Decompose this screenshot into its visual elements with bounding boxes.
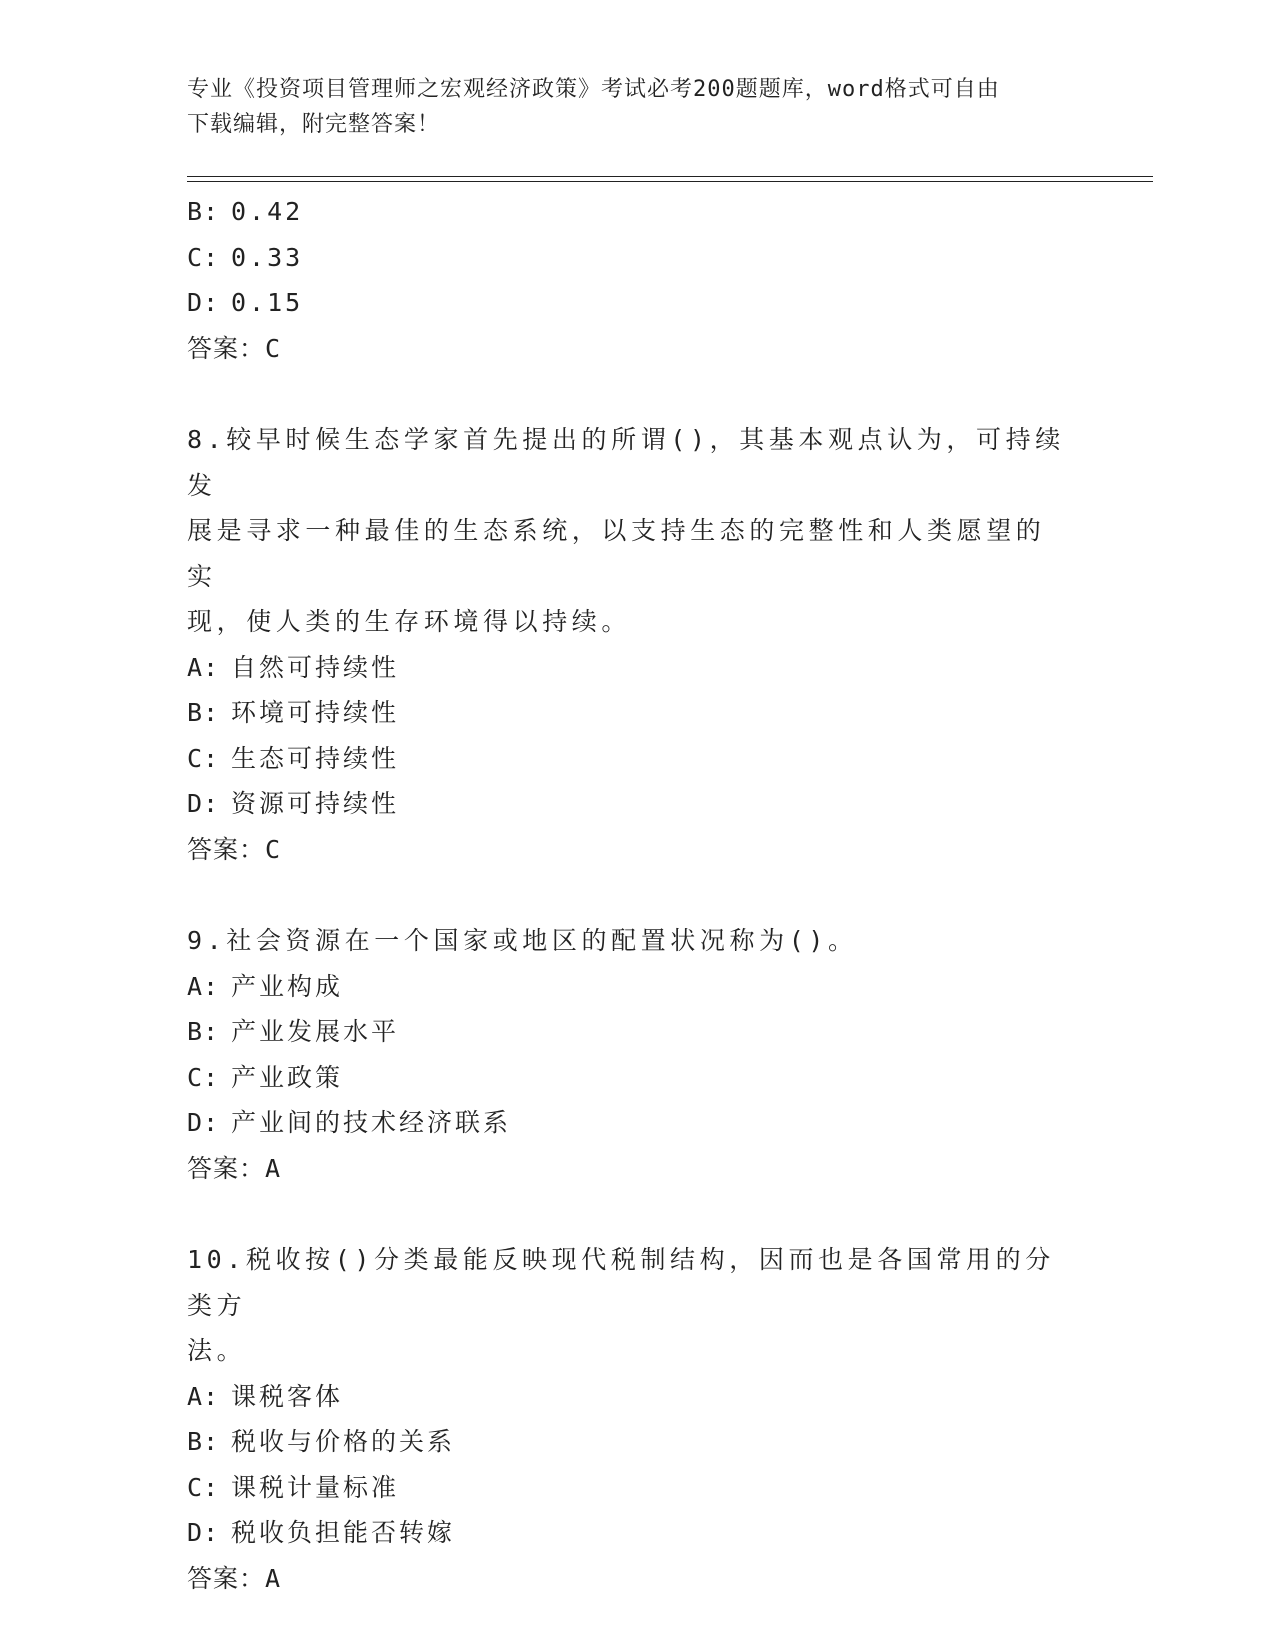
- question-block-8: [187, 417, 1087, 872]
- option-text: 产业发展水平: [231, 1017, 400, 1046]
- option-text: 环境可持续性: [231, 698, 400, 727]
- option-a: [187, 964, 1087, 1010]
- option-d: [187, 1510, 1087, 1556]
- option-label: D:: [187, 1518, 220, 1547]
- question-text-line: 10.税收按()分类最能反映现代税制结构，因而也是各国常用的分类方: [187, 1245, 1055, 1320]
- option-d: [187, 781, 1087, 827]
- option-c: [187, 736, 1087, 782]
- question-block-9: [187, 918, 1087, 1191]
- document-body: [187, 189, 1087, 1601]
- option-label: B:: [187, 1427, 220, 1456]
- option-text: 生态可持续性: [231, 743, 400, 773]
- option-c: [187, 235, 1087, 281]
- spacer: [187, 371, 1087, 417]
- option-text: 0.33: [231, 242, 304, 272]
- option-text: 课税计量标准: [231, 1472, 400, 1502]
- option-text: 0.15: [231, 288, 304, 317]
- option-text: 产业构成: [231, 971, 344, 1001]
- option-c: [187, 1055, 1087, 1101]
- option-text: 自然可持续性: [231, 652, 400, 682]
- spacer: [187, 1191, 1087, 1237]
- header-divider-bottom: [187, 181, 1153, 182]
- document-header: [187, 72, 1067, 142]
- option-text: 课税客体: [231, 1381, 344, 1411]
- option-b: [187, 1009, 1087, 1055]
- question-text-line: 8.较早时候生态学家首先提出的所谓()，其基本观点认为，可持续发: [187, 425, 1065, 500]
- option-d: [187, 1100, 1087, 1146]
- continued-question-block: [187, 189, 1087, 371]
- answer-line: 答案：C: [187, 333, 282, 363]
- option-text: 资源可持续性: [231, 789, 400, 818]
- option-text: 税收与价格的关系: [231, 1427, 456, 1456]
- option-text: 产业间的技术经济联系: [231, 1108, 512, 1137]
- option-c: [187, 1465, 1087, 1511]
- option-b: [187, 1419, 1087, 1465]
- answer-line: 答案：A: [187, 1563, 282, 1593]
- question-text-line: 9.社会资源在一个国家或地区的配置状况称为()。: [187, 926, 858, 955]
- option-label: C:: [187, 743, 220, 773]
- answer-line: 答案：A: [187, 1153, 282, 1183]
- question-text-line: 展是寻求一种最佳的生态系统，以支持生态的完整性和人类愿望的实: [187, 516, 1046, 591]
- option-a: [187, 645, 1087, 691]
- header-line-1: 专业《投资项目管理师之宏观经济政策》考试必考200题题库，word格式可自由: [187, 77, 1000, 102]
- option-label: A:: [187, 971, 220, 1001]
- question-text-line: 法。: [187, 1336, 247, 1365]
- option-label: D:: [187, 288, 220, 317]
- option-label: C:: [187, 1062, 220, 1092]
- option-label: B:: [187, 698, 220, 727]
- option-label: B:: [187, 1017, 220, 1046]
- option-label: A:: [187, 652, 220, 682]
- option-text: 0.42: [231, 197, 304, 226]
- question-block-10: [187, 1237, 1087, 1601]
- option-b: [187, 189, 1087, 235]
- option-label: D:: [187, 1108, 220, 1137]
- question-text-line: 现，使人类的生存环境得以持续。: [187, 607, 632, 636]
- option-label: C:: [187, 1472, 220, 1502]
- option-label: C:: [187, 242, 220, 272]
- option-label: B:: [187, 197, 220, 226]
- option-d: [187, 280, 1087, 326]
- spacer: [187, 872, 1087, 918]
- header-line-2: 下载编辑，附完整答案！: [187, 112, 441, 137]
- option-a: [187, 1374, 1087, 1420]
- option-label: D:: [187, 789, 220, 818]
- answer-line: 答案：C: [187, 834, 282, 864]
- option-label: A:: [187, 1381, 220, 1411]
- option-text: 产业政策: [231, 1062, 344, 1092]
- header-divider-top: [187, 176, 1153, 177]
- option-b: [187, 690, 1087, 736]
- option-text: 税收负担能否转嫁: [231, 1518, 456, 1547]
